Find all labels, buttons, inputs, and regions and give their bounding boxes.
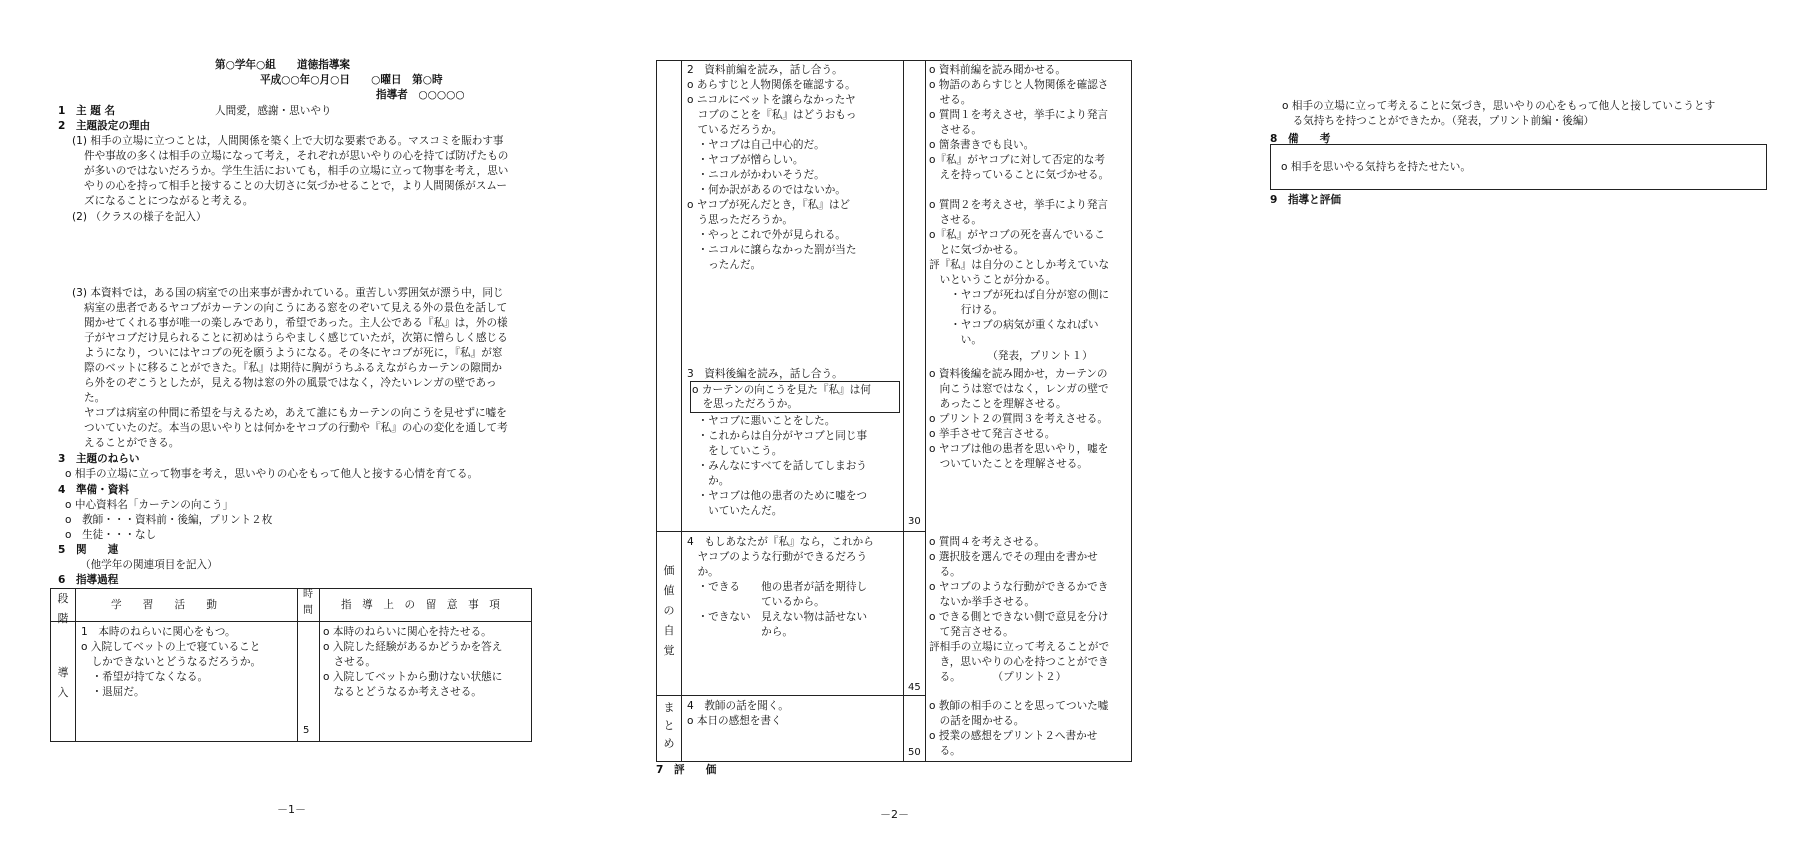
activity-line: しかできないとどうなるだろうか。	[81, 656, 262, 668]
reason-3-line: ら外をのぞこうとしたが，見える物は窓の外の風景ではなく，冷たいレンガの壁であっ	[84, 377, 497, 389]
reason-3-line: 子がヤコブだけ見られることに初めはうらやましく感じていたが，次第に憎らしく感じる	[84, 332, 508, 344]
activity-line: か。	[687, 475, 730, 487]
activity-line: 1 本時のねらいに関心をもつ。	[81, 626, 236, 638]
note-line: o 質問２を考えさせ，挙手により発言	[929, 199, 1109, 211]
activity-line: ヤコブのような行動ができるだろう	[687, 551, 868, 563]
activity-line: ・これからは自分がヤコブと同じ事	[687, 430, 868, 442]
note-line: ・ヤコブが死ねば自分が窓の側に	[929, 289, 1110, 301]
stage-value-awareness: 価値の自覚	[663, 564, 675, 657]
time-value: 30	[908, 516, 921, 527]
remarks-box	[1270, 144, 1767, 190]
note-line: o できる側とできない側で意見を分け	[929, 611, 1109, 623]
aim-item: o 相手の立場に立って物事を考え，思いやりの心をもって他人と接する心情を育てる。	[65, 468, 479, 480]
reason-3-line: た。	[84, 392, 106, 404]
reason-1-line: が多いのではないだろうか。学生生活においても，相手の立場に立って物事を考え，思い	[84, 165, 509, 177]
note-line: 評『私』は自分のことしか考えていな	[929, 259, 1110, 271]
note-line: o 箇条書きでも良い。	[929, 139, 1035, 151]
section-6-label: 6 指導過程	[58, 574, 119, 586]
note-line: 行ける。	[929, 304, 1004, 316]
section-2-label: 2 主題設定の理由	[58, 120, 151, 132]
note-line: ついていたことを理解させる。	[929, 458, 1088, 470]
reason-3-line: ついていたのだ。本当の思いやりとは何かをヤコブの行動や『私』の心の変化を通して考	[84, 422, 508, 434]
activity-line: ・ニコルに譲らなかった罰が当た	[687, 244, 857, 256]
activity-line: ・できない 見えない物は話せない	[687, 611, 868, 623]
page-1	[40, 0, 560, 847]
page-2	[650, 0, 1140, 847]
section-8-label: 8 備 考	[1270, 133, 1331, 145]
reason-3-line: 聞かせてくれる事が唯一の楽しみであり，希望であった。主人公である『私』は，外の様	[84, 317, 508, 329]
activity-line: o あらすじと人物関係を確認する。	[687, 79, 856, 91]
note-line: o 教師の相手のことを思ってついた嘘	[929, 700, 1109, 712]
activity-line: 4 教師の話を聞く。	[687, 700, 789, 712]
activity-line: o ヤコブが死んだとき，『私』はど	[687, 199, 851, 211]
section-9-label: 9 指導と評価	[1270, 194, 1341, 206]
section-5-label: 5 関 連	[58, 544, 119, 556]
section-3-label: 3 主題のねらい	[58, 453, 140, 465]
activity-line: ているだろうか。	[687, 124, 783, 136]
activity-line: いていたんだ。	[687, 505, 783, 517]
activity-line: ったんだ。	[687, 259, 762, 271]
activity-line: か。	[687, 566, 719, 578]
activity-line: ・退屈だ。	[81, 686, 145, 698]
reason-3-line: ヤコブは病室の仲間に希望を与えるため，あえて誰にもカーテンの向こうを見せずに嘘を	[84, 407, 507, 419]
section-7-label: 7 評 価	[656, 764, 717, 776]
process-table	[50, 588, 532, 742]
note-line: o 資料後編を読み聞かせ，カーテンの	[929, 368, 1108, 380]
activity-line: から。	[687, 626, 793, 638]
remarks-text: o 相手を思いやる気持ちを持たせたい。	[1281, 161, 1471, 173]
material-item: o 生徒・・・なし	[65, 529, 157, 541]
note-line: なるとどうなるか考えさせる。	[323, 686, 482, 698]
key-question-line: を思っただろうか。	[692, 398, 798, 410]
activity-line: ・ヤコブは自己中心的だ。	[687, 139, 825, 151]
note-line: えを持っていることに気づかせる。	[929, 169, 1110, 181]
activity-line: ・ヤコブに悪いことをした。	[687, 415, 836, 427]
reason-1-line: ズになることにつながると考える。	[84, 195, 254, 207]
note-line: o『私』がヤコブの死を喜んでいるこ	[929, 229, 1105, 241]
note-line: o 物語のあらすじと人物関係を確認さ	[929, 79, 1109, 91]
header-teacher: 指導者 ○○○○○	[376, 89, 465, 101]
page-number: －1－	[277, 803, 306, 816]
header-stage: 段階	[57, 592, 69, 625]
note-line: o 入院してベットから動けない状態に	[323, 671, 503, 683]
note-line: とに気づかせる。	[929, 244, 1025, 256]
time-value: 50	[908, 747, 921, 758]
reason-1-line: (1) 相手の立場に立つことは，人間関係を築く上で大切な要素である。マスコミを賑わす事	[72, 135, 504, 147]
note-line: o 授業の感想をプリント２へ書かせ	[929, 730, 1098, 742]
activity-line: コブのことを『私』はどうおもっ	[687, 109, 857, 121]
note-line: させる。	[929, 124, 982, 136]
note-line: o ヤコブは他の患者を思いやり，嘘を	[929, 443, 1109, 455]
reason-3-line: ようになり，ついにはヤコブの死を願うようになる。その冬にヤコブが死に，『私』が窓	[84, 347, 503, 359]
section-5-value: （他学年の関連項目を記入）	[80, 559, 218, 571]
material-item: o 教師・・・資料前・後編，プリント２枚	[65, 514, 273, 526]
activity-line: o 入院してベットの上で寝ていること	[81, 641, 261, 653]
activity-line: 2 資料前編を読み，話し合う。	[687, 64, 843, 76]
time-value: 45	[908, 682, 921, 693]
activity-line: o 本日の感想を書く	[687, 715, 782, 727]
note-line: o『私』がヤコブに対して否定的な考	[929, 154, 1105, 166]
section-1-value: 人間愛，感謝・思いやり	[215, 105, 332, 117]
header-date: 平成○○年○月○日 ○曜日 第○時	[260, 74, 443, 86]
activity-line: o ニコルにベットを譲らなかったヤ	[687, 94, 856, 106]
note-line: る。 （プリント２）	[929, 671, 1067, 683]
note-line: いということが分かる。	[929, 274, 1057, 286]
process-table-continued	[656, 60, 1132, 762]
activity-line: ・ヤコブは他の患者のために嘘をつ	[687, 490, 868, 502]
reason-3-line: えることができる。	[84, 437, 180, 449]
reason-3-line: 病室の患者であるヤコブがカーテンの向こうにある窓をのぞいて見える外の景色を話して	[84, 302, 508, 314]
note-line: （発表，プリント１）	[929, 350, 1093, 362]
note-line: ・ヤコブの病気が重くなればい	[929, 319, 1099, 331]
activity-line: う思っただろうか。	[687, 214, 793, 226]
note-line: せる。	[929, 94, 972, 106]
note-line: の話を聞かせる。	[929, 715, 1025, 727]
page-number: －2－	[880, 808, 909, 821]
note-line: o 資料前編を読み聞かせる。	[929, 64, 1066, 76]
note-line: い。	[929, 334, 982, 346]
header-notes: 指 導 上 の 留 意 事 項	[341, 599, 500, 611]
activity-line: ・希望が持てなくなる。	[81, 671, 209, 683]
note-line: あったことを理解させる。	[929, 398, 1067, 410]
note-line: o 質問１を考えさせ，挙手により発言	[929, 109, 1109, 121]
activity-line: ・ニコルがかわいそうだ。	[687, 169, 825, 181]
page-3	[1260, 0, 1780, 847]
note-line: き，思いやりの心を持つことができ	[929, 656, 1109, 668]
activity-line: ・ヤコブが憎らしい。	[687, 154, 804, 166]
note-line: る。	[929, 745, 961, 757]
time-value: 5	[303, 725, 310, 736]
activity-line: をしていこう。	[687, 445, 783, 457]
evaluation-line: o 相手の立場に立って考えることに気づき，思いやりの心をもって他人と接していこうとす	[1282, 100, 1716, 112]
reason-1-line: 件や事故の多くは相手の立場になって考え，それぞれが思いやりの心を持てば防げたもの	[84, 150, 509, 162]
reason-1-line: やりの心を持って相手と接することの大切さに気づかせることで，より人間関係がスムー	[84, 180, 508, 192]
note-line: させる。	[323, 656, 376, 668]
key-question-box	[690, 381, 900, 413]
note-line: o プリント２の質問３を考えさせる。	[929, 413, 1108, 425]
note-line: o 本時のねらいに関心を持たせる。	[323, 626, 492, 638]
stage-summary: まとめ	[663, 701, 675, 750]
evaluation-line: る気持ちを持つことができたか。（発表，プリント前編・後編）	[1282, 115, 1595, 127]
activity-line: 4 もしあなたが『私』なら，これから	[687, 536, 874, 548]
reason-3-line: 際のベットに移ることができた。『私』は期待に胸がうちふるえながらカーテンの隙間か	[84, 362, 502, 374]
note-line: 向こうは窓ではなく，レンガの壁で	[929, 383, 1109, 395]
reason-2-line: (2) （クラスの様子を記入）	[72, 211, 207, 223]
material-item: o 中心資料名「カーテンの向こう」	[65, 499, 234, 511]
activity-line: ているから。	[687, 596, 825, 608]
activity-line: ・できる 他の患者が話を期待し	[687, 581, 868, 593]
section-4-label: 4 準備・資料	[58, 484, 129, 496]
note-line: ないか挙手させる。	[929, 596, 1035, 608]
note-line: る。	[929, 566, 961, 578]
note-line: 評相手の立場に立って考えることがで	[929, 641, 1110, 653]
header-time: 時間	[303, 589, 313, 616]
activity-line: 3 資料後編を読み，話し合う。	[687, 368, 843, 380]
activity-line: ・何か訳があるのではないか。	[687, 184, 846, 196]
note-line: o 挙手させて発言させる。	[929, 428, 1056, 440]
stage-intro: 導入	[57, 666, 69, 699]
note-line: o 選択肢を選んでその理由を書かせ	[929, 551, 1098, 563]
note-line: て発言させる。	[929, 626, 1014, 638]
note-line: させる。	[929, 214, 982, 226]
activity-line: ・みんなにすべてを話してしまおう	[687, 460, 867, 472]
header-title: 第○学年○組 道徳指導案	[215, 59, 351, 71]
section-1-label: 1 主 題 名	[58, 105, 116, 117]
reason-3-line: (3) 本資料では，ある国の病室での出来事が書かれている。重苦しい雰囲気が漂う中，同じ	[72, 287, 504, 299]
note-line: o 質問４を考えさせる。	[929, 536, 1045, 548]
activity-line: ・やっとこれで外が見られる。	[687, 229, 846, 241]
header-activity: 学 習 活 動	[111, 599, 217, 611]
note-line: o ヤコブのような行動ができるかでき	[929, 581, 1109, 593]
key-question-line: o カーテンの向こうを見た『私』は何	[692, 384, 871, 396]
note-line: o 入院した経験があるかどうかを答え	[323, 641, 503, 653]
